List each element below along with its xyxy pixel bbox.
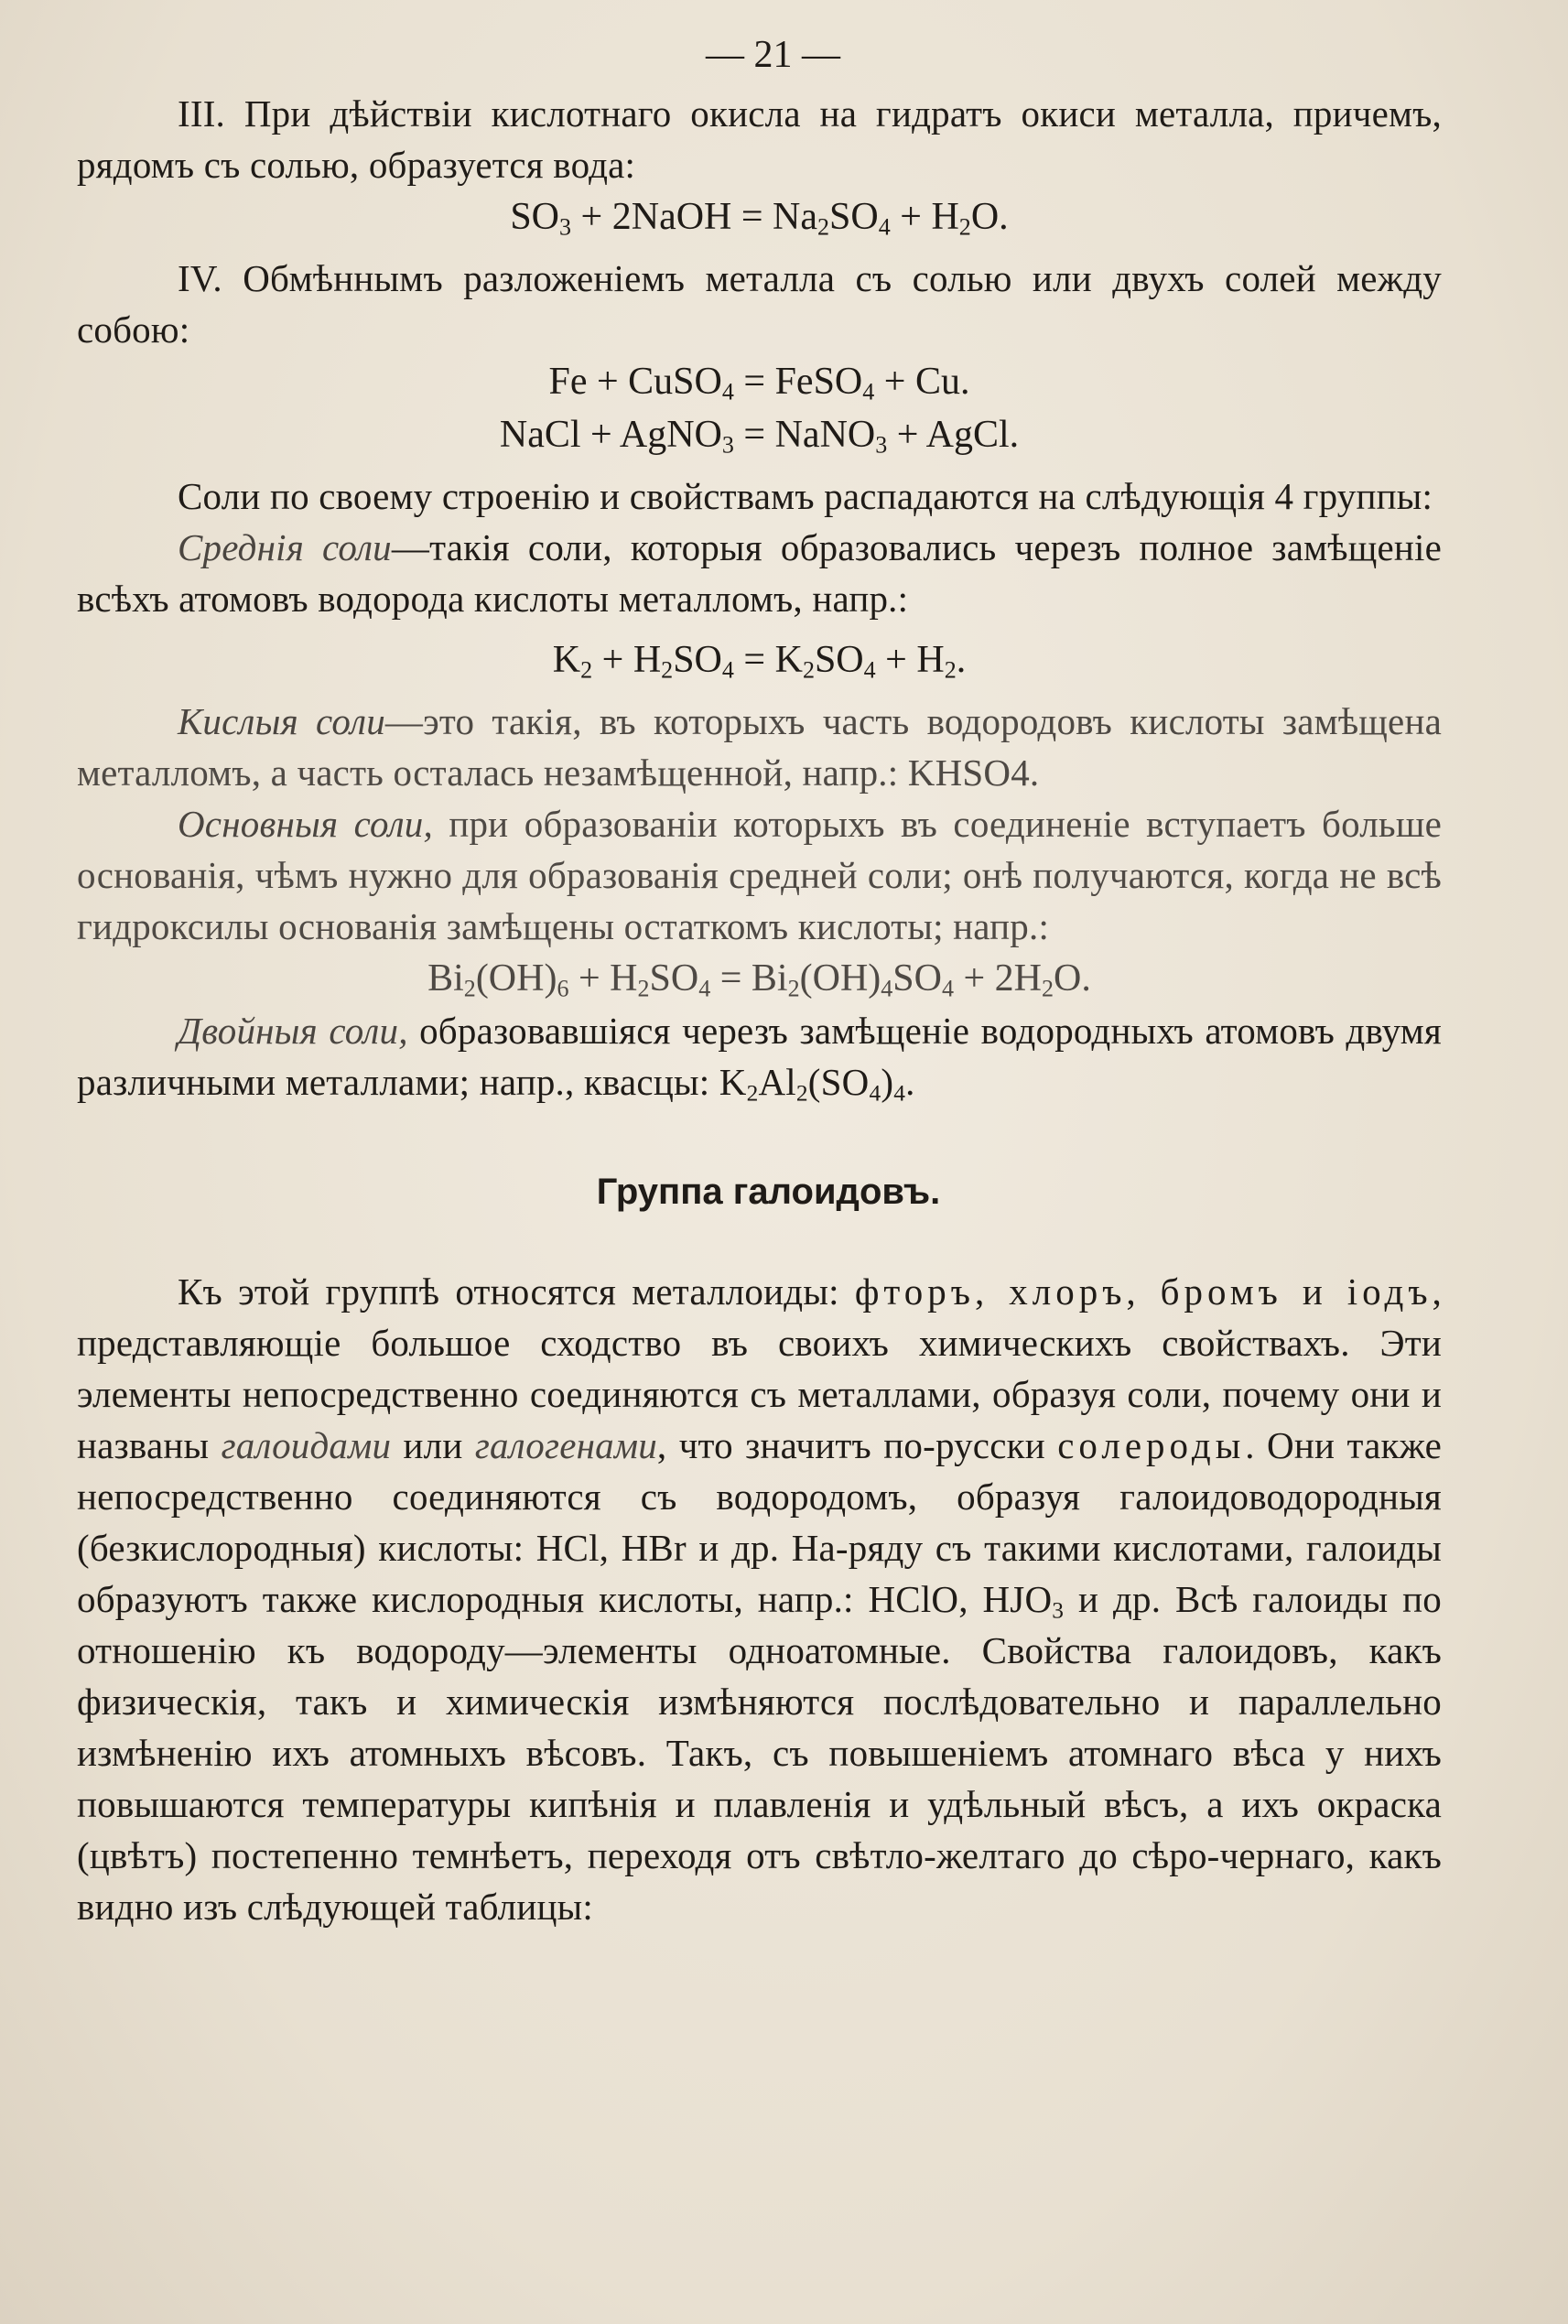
formula-alum: $K_2Al_2(SO_4)_4$. — [719, 1061, 915, 1107]
paragraph-section-4: IV. Обмѣннымъ разложеніемъ металла съ солью или двухъ солей между собою: — [77, 257, 1442, 351]
section-heading: Группа галоидовъ. — [596, 1172, 941, 1212]
paragraph-salts-intro: Соли по своему строенію и свойствамъ распадаются на слѣдующія 4 группы: — [178, 475, 1433, 517]
equation-k-h2so4: $K_2 + H_2SO_4 = K_2SO_4 + H_2$. — [552, 639, 967, 684]
term-galogeny: галогенами — [474, 1424, 657, 1466]
equation-nacl-agno3: NaCl + AgNO$_3$ = NaNO$_3$ + AgCl. — [499, 414, 1020, 459]
halogen-elements: фторъ, хлоръ, бромъ и іодъ — [854, 1270, 1433, 1313]
term-acid-salts: Кислыя соли — [178, 700, 385, 742]
page-number: — 21 — — [706, 34, 840, 76]
term-solerody: солероды — [1057, 1424, 1246, 1466]
equation-so3-naoh: $SO_3$ + 2NaOH = $Na_2SO_4 + H_2O$. — [510, 196, 1009, 241]
term-middle-salts: Среднія соли — [178, 526, 392, 568]
paragraph-acid-salts: Кислыя соли—это такія, въ которыхъ часть водородовъ кислоты замѣщена металломъ, а часть осталась незамѣщенной, напр.: KHSO4. — [77, 700, 1442, 794]
term-galoidy: галоидами — [221, 1424, 392, 1466]
paragraph-basic-salts: Основныя соли, при образованіи которыхъ въ соединеніе вступаетъ больше основанія, чѣмъ нужно для образованія средней соли; онѣ получаются, когда не всѣ гидроксилы основанія замѣщены остаткомъ кислоты; напр.: — [77, 803, 1442, 947]
paragraph-middle-salts: Среднія соли—такія соли, которыя образовались черезъ полное замѣщеніе всѣхъ атомовъ водорода кислоты металломъ, напр.: — [77, 526, 1442, 620]
paragraph-section-3: III. При дѣйствіи кислотнаго окисла на гидратъ окиси металла, причемъ, рядомъ съ солью, образуется вода: — [77, 92, 1442, 186]
term-basic-salts: Основныя соли, — [178, 803, 433, 845]
equation-fe-cuso4: Fe + CuSO$_4$ = FeSO$_4$ + Cu. — [548, 361, 970, 405]
equation-bi-oh: $Bi_2(OH)_6 + H_2SO_4 = Bi_2(OH)_4SO_4 + 2H_2O$. — [427, 957, 1091, 1002]
paragraph-halogens: Къ этой группѣ относятся металлоиды: фторъ, хлоръ, бромъ и іодъ, представляющіе большое сходство въ своихъ химическихъ свойствахъ. Эти элементы непосредственно соединяются съ металлами, образуя соли, почему они и названы галоидами или галогенами, что значитъ по-русски солероды. Они также непосредственно соединяются съ водородомъ, образуя галоидоводородныя (безкислородныя) кислоты: HCl, HBr и др. На-ряду съ такими кислотами, галоиды образуютъ также кислородныя кислоты, напр.: HClO, $HJO_3$ и др. Всѣ галоиды по отношенію къ водороду—элементы одноатомные. Свойства галоидовъ, какъ физическія, такъ и химическія измѣняются послѣдовательно и параллельно измѣненію ихъ атомныхъ вѣсовъ. Такъ, съ повышеніемъ атомнаго вѣса у нихъ повышаются температуры кипѣнія и плавленія и удѣльный вѣсъ, а ихъ окраска (цвѣтъ) постепенно темнѣетъ, переходя отъ свѣтло-желтаго до сѣро-чернаго, какъ видно изъ слѣдующей таблицы: — [77, 1270, 1443, 1928]
paragraph-double-salts: Двойныя соли, образовавшіяся черезъ замѣщеніе водородныхъ атомовъ двумя различными металлами; напр., квасцы: $K_2Al_2(SO_4)_4$. — [77, 1010, 1442, 1107]
term-double-salts: Двойныя соли, — [178, 1010, 408, 1052]
